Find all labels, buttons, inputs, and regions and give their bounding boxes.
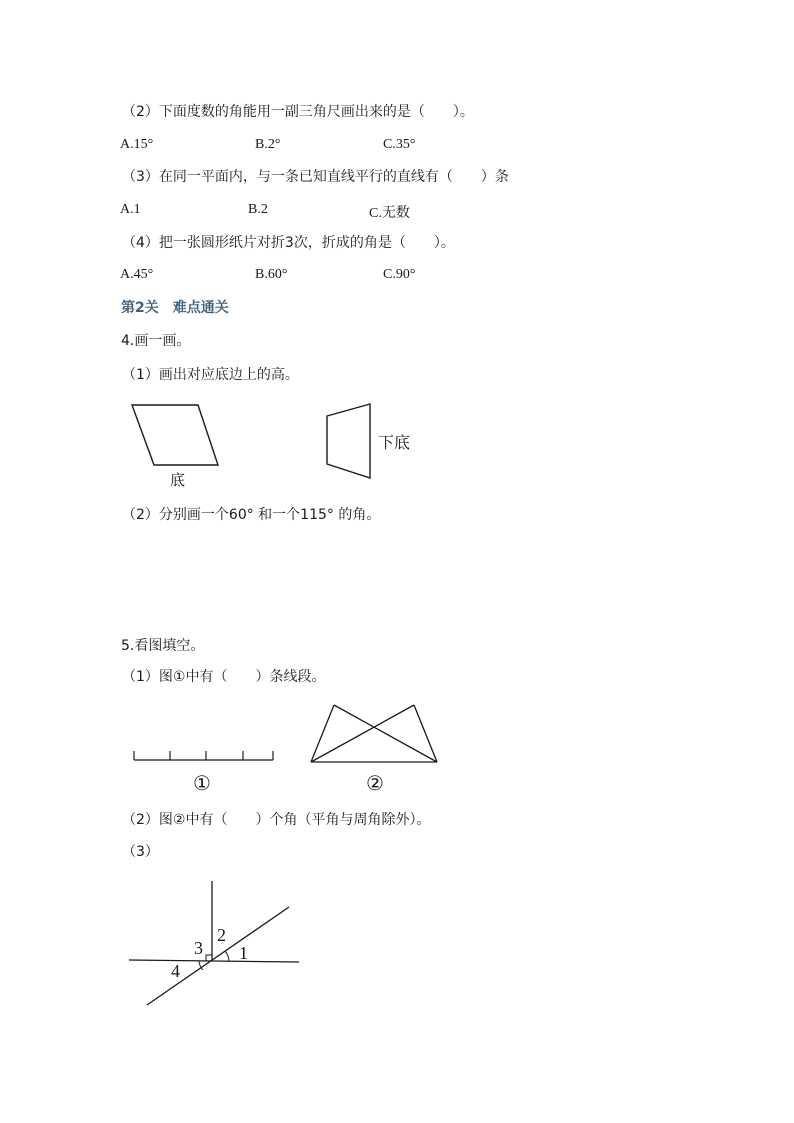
q5-part1-text: （1）图①中有（ ）条线段。 bbox=[122, 669, 326, 685]
angle-label-1: 1 bbox=[239, 943, 248, 963]
lower-base-label: 下底 bbox=[378, 433, 411, 452]
q4-title: 4.画一画。 bbox=[121, 333, 191, 349]
q5-title: 5.看图填空。 bbox=[121, 638, 205, 654]
figure-2-label: ② bbox=[366, 771, 384, 795]
triangles-figure bbox=[308, 700, 448, 800]
diagonal-line bbox=[147, 907, 289, 1005]
q3-part4-option-c[interactable]: C.90° bbox=[383, 267, 416, 282]
angle-label-4: 4 bbox=[171, 961, 180, 981]
q3-part3-option-b[interactable]: B.2 bbox=[248, 202, 268, 217]
trapezoid-shape bbox=[327, 404, 370, 478]
top-left-edge bbox=[311, 705, 334, 762]
q4-part1-text: （1）画出对应底边上的高。 bbox=[122, 367, 299, 383]
q3-part2-option-a[interactable]: A.15° bbox=[120, 137, 154, 152]
q5-part3-text: （3） bbox=[122, 844, 159, 860]
q5-part2-text: （2）图②中有（ ）个角（平角与周角除外）。 bbox=[122, 812, 431, 828]
q3-part4-option-b[interactable]: B.60° bbox=[255, 267, 288, 282]
horizontal-line bbox=[129, 960, 299, 962]
q4-part2-text: （2）分别画一个60° 和一个115° 的角。 bbox=[122, 507, 381, 523]
diagonal-1 bbox=[334, 705, 437, 762]
base-label: 底 bbox=[170, 471, 186, 489]
angles-figure bbox=[125, 876, 305, 1011]
section-title: 第2关 难点通关 bbox=[121, 300, 229, 316]
q3-part4-option-a[interactable]: A.45° bbox=[120, 267, 154, 282]
angle-label-3: 3 bbox=[194, 938, 203, 958]
q3-part2-option-c[interactable]: C.35° bbox=[383, 137, 416, 152]
q3-part4-text: （4）把一张圆形纸片对折3次，折成的角是（ ）。 bbox=[122, 235, 455, 251]
angle-label-2: 2 bbox=[217, 925, 226, 945]
parallelogram-figure bbox=[130, 403, 230, 493]
q3-part2-text: （2）下面度数的角能用一副三角尺画出来的是（ ）。 bbox=[122, 104, 474, 120]
parallelogram-shape bbox=[132, 405, 218, 465]
trapezoid-figure bbox=[325, 402, 425, 482]
q3-part2-option-b[interactable]: B.2° bbox=[255, 137, 281, 152]
segment-figure bbox=[130, 750, 280, 795]
q3-part3-option-a[interactable]: A.1 bbox=[120, 202, 141, 217]
top-right-edge bbox=[414, 705, 437, 762]
angle-1-arc bbox=[225, 951, 229, 961]
figure-1-label: ① bbox=[193, 771, 211, 795]
diagonal-2 bbox=[311, 705, 414, 762]
q3-part3-text: （3）在同一平面内，与一条已知直线平行的直线有（ ）条 bbox=[122, 169, 509, 185]
q3-part3-option-c[interactable]: C.无数 bbox=[369, 206, 410, 221]
